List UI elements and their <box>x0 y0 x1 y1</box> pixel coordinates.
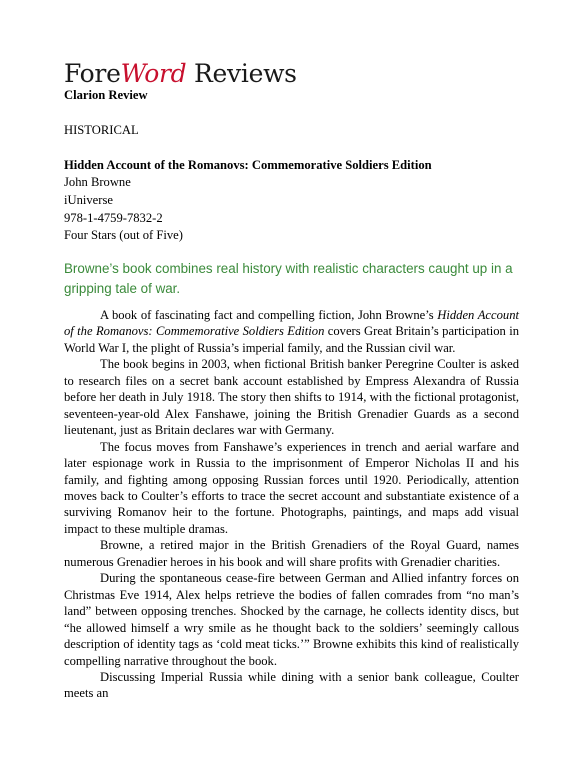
review-paragraph-2: The book begins in 2003, when fictional British banker Peregrine Coulter is asked to research files on a secret bank account established by Empress Alexandra of Russia before her death in July 1918. The story then shifts to 1914, with the fictional protagonist, seventeen-year-old Alex Fanshawe, joining the British Grenadier Guards as a second lieutenant, just as Britain declares war with Germany. <box>64 357 519 438</box>
foreword-reviews-logo <box>64 60 297 88</box>
book-rating: Four Stars (out of Five) <box>64 228 183 242</box>
book-title-italic: Hidden Account of the Romanovs: Commemorative Soldiers Edition <box>64 308 519 339</box>
pull-quote: Browne’s book combines real history with realistic characters caught up in a gripping tale of war. <box>64 261 513 296</box>
logo-text-word: Word <box>120 59 187 88</box>
category-label: HISTORICAL <box>64 123 139 137</box>
logo-text-reviews: Reviews <box>186 59 297 88</box>
logo-text-fore: Fore <box>64 59 121 88</box>
book-isbn: 978-1-4759-7832-2 <box>64 211 163 225</box>
review-paragraph-4: Browne, a retired major in the British Grenadiers of the Royal Guard, names numerous Grenadier heroes in his book and will share profits with Grenadier charities. <box>64 538 519 569</box>
review-body <box>64 307 519 702</box>
review-paragraph-3: The focus moves from Fanshawe’s experiences in trench and aerial warfare and later espionage work in Russia to the imprisonment of Emperor Nicholas II and his family, and fighting among opposing Russian forces until 1920. Periodically, attention moves back to Coulter’s efforts to trace the secret account and substantiate existence of a surviving Romanov heir to the fortune. Photographs, paintings, and maps add visual impact to these multiple dramas. <box>64 439 519 536</box>
review-paragraph-1: A book of fascinating fact and compelling fiction, John Browne’s Hidden Account of the Romanovs: Commemorative Soldiers Edition covers Great Britain’s participation in World War I, the plight of Russia’s imperial family, and the Russian civil war. <box>64 308 519 355</box>
book-title: Hidden Account of the Romanovs: Commemorative Soldiers Edition <box>64 158 432 172</box>
book-author: John Browne <box>64 175 131 189</box>
review-paragraph-6: Discussing Imperial Russia while dining with a senior bank colleague, Coulter meets an <box>64 669 519 701</box>
section-label: Clarion Review <box>64 88 148 102</box>
review-paragraph-5: During the spontaneous cease-fire between German and Allied infantry forces on Christmas Eve 1914, Alex helps retrieve the bodies of fallen comrades from “no man’s land” between opposing trenches. Shocked by the carnage, he collects identity discs, but “he allowed himself a wry smile as he thought back to the soldiers’ seemingly callous description of identity tags as ‘cold meat ticks.’” Browne exhibits this kind of realistically compelling narrative throughout the book. <box>64 571 519 668</box>
book-publisher: iUniverse <box>64 193 113 207</box>
